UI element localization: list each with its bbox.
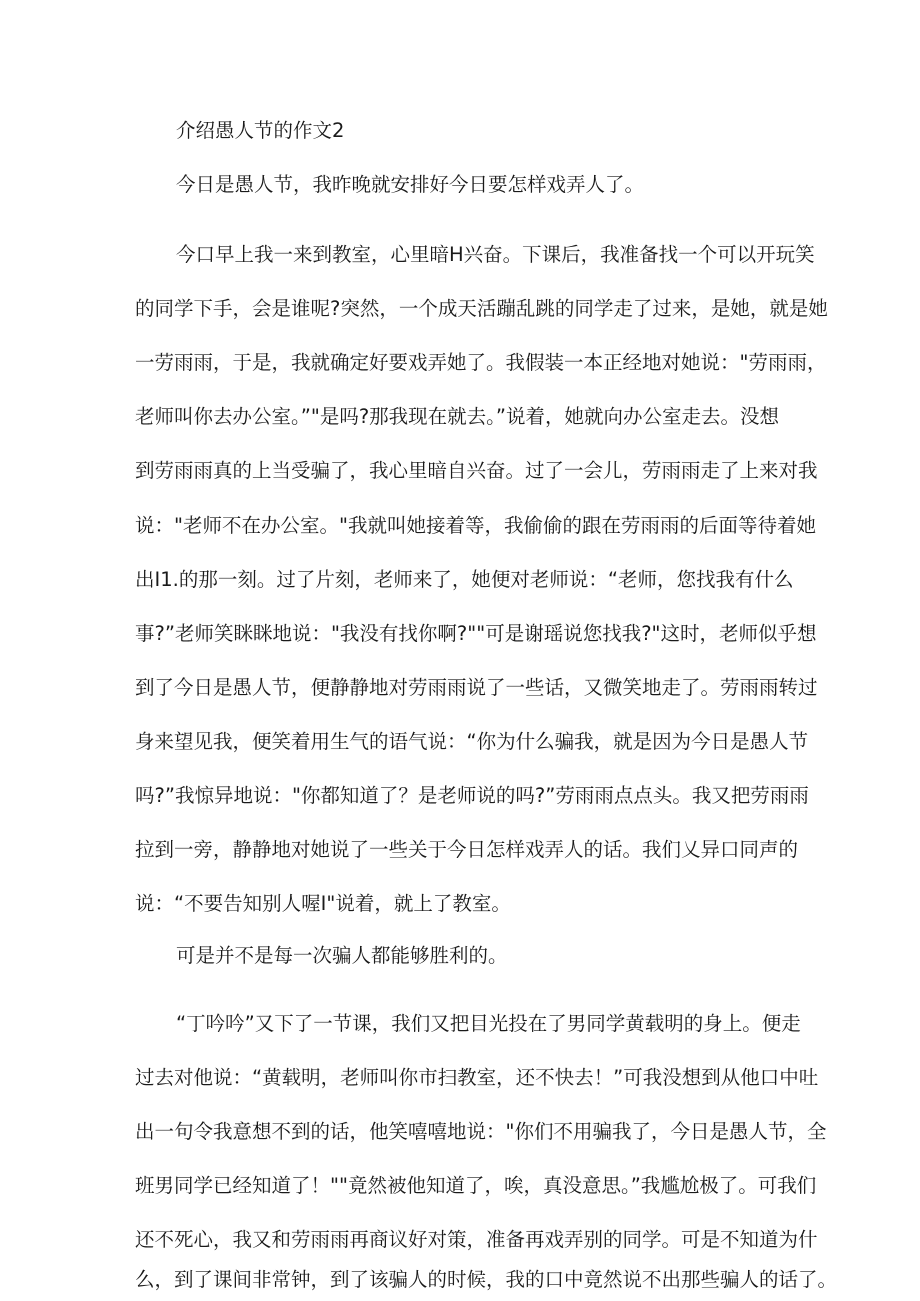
paragraph-line: 说："老师不在办公室。"我就叫她接着等，我偷偷的跟在劳雨雨的后面等待着她: [135, 514, 816, 537]
paragraph-line: 事?”老师笑眯眯地说："我没有找你啊?""可是谢瑶说您找我?"这时，老师似乎想: [135, 622, 817, 645]
paragraph-line: 拉到一旁，静静地对她说了一些关于今日怎样戏弄人的话。我们乂异口同声的: [135, 838, 799, 861]
paragraph-line: 么，到了课间非常钟，到了该骗人的时候，我的口中竟然说不出那些骗人的话了。: [135, 1268, 838, 1291]
paragraph-line: 还不死心，我又和劳雨雨再商议好对策，准备再戏弄别的同学。可是不知道为什: [135, 1228, 818, 1251]
paragraph-line: 的同学下手，会是谁呢?突然，一个成天活蹦乱跳的同学走了过来，是她，就是她: [135, 297, 828, 320]
paragraph-line: 老师叫你去办公室。”"是吗?那我现在就去。”说着，她就向办公室走去。没想: [135, 405, 780, 428]
paragraph-line: 身来望见我，便笑着用生气的语气说：“你为什么骗我，就是因为今日是愚人节: [135, 730, 809, 753]
paragraph-line: 说：“不要告知别人喔I"说着，就上了教室。: [135, 892, 511, 915]
paragraph-line: 出I1.的那一刻。过了片刻，老师来了，她便对老师说：“老师，您找我有什么: [135, 568, 794, 591]
paragraph-line: 今口早上我一来到教室，心里暗H兴奋。下课后，我准备找一个可以开玩笑: [176, 243, 815, 266]
paragraph-line: 吗?”我惊异地说："你都知道了？是老师说的吗?”劳雨雨点点头。我又把劳雨雨: [135, 784, 809, 807]
paragraph-line: 到劳雨雨真的上当受骗了，我心里暗自兴奋。过了一会儿，劳雨雨走了上来对我: [135, 459, 818, 482]
paragraph-line: 班男同学已经知道了！""竟然被他知道了，唉，真没意思。”我尴尬极了。可我们: [135, 1174, 817, 1197]
document-title: 介绍愚人节的作文2: [176, 119, 345, 142]
paragraph-line: 今日是愚人节，我昨晚就安排好今日要怎样戏弄人了。: [176, 173, 645, 196]
paragraph-line: 可是并不是每一次骗人都能够胜利的。: [176, 944, 508, 967]
paragraph-line: “丁吟吟”又下了一节课，我们又把目光投在了男同学黄载明的身上。便走: [176, 1012, 801, 1035]
paragraph-line: 过去对他说：“黄载明，老师叫你市扫教室，还不快去！”可我没想到从他口中吐: [135, 1066, 819, 1089]
paragraph-line: 一劳雨雨，于是，我就确定好要戏弄她了。我假装一本正经地对她说："劳雨雨，: [135, 351, 827, 374]
paragraph-line: 出一句令我意想不到的话，他笑嘻嘻地说："你们不用骗我了，今日是愚人节，全: [135, 1120, 827, 1143]
paragraph-line: 到了今日是愚人节，便静静地对劳雨雨说了一些话，又微笑地走了。劳雨雨转过: [135, 676, 818, 699]
